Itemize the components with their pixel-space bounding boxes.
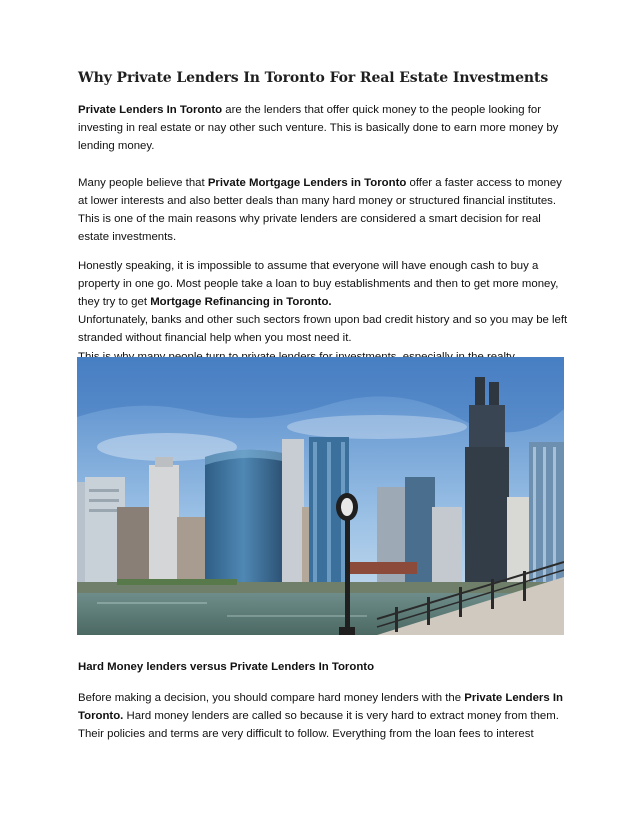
paragraph-text: Honestly speaking, it is impossible to assume that everyone will have enough cash to buy a property in one go. Most people take a loan to buy establishments and then to get more money, they try to get: [78, 260, 559, 308]
paragraph-honestly: [78, 257, 570, 347]
paragraph-text: Unfortunately, banks and other such sectors frown upon bad credit history and so you may be left stranded without financial help when you most need it.: [78, 314, 568, 344]
paragraph-text: are the lenders that offer quick money to the people looking for investing in real estate or nay other such venture. This is basically done to earn more money by lending money.: [78, 104, 559, 152]
paragraph-comparison: [78, 689, 570, 743]
paragraph-belief: [78, 174, 570, 246]
bold-term: Private Lenders In Toronto: [78, 104, 223, 116]
bold-term: Mortgage Refinancing in Toronto.: [150, 296, 332, 308]
paragraph-text: Many people believe that: [78, 177, 208, 189]
bold-term: Private Lenders In Toronto.: [78, 692, 563, 722]
document-title: Why Private Lenders In Toronto For Real Estate Investments: [78, 70, 549, 86]
paragraph-text: offer a faster access to money at lower interests and also better deals than many hard money or structured financial institutes. This is one of the main reasons why private lenders are considered a smart decision for real estate investments.: [78, 177, 562, 243]
bold-term: Private Mortgage Lenders in Toronto: [207, 177, 407, 189]
paragraph-text: Before making a decision, you should compare hard money lenders with the: [78, 692, 465, 704]
section-heading: Hard Money lenders versus Private Lenders In Toronto: [78, 661, 375, 673]
paragraph-intro: [78, 101, 570, 155]
city-skyline-photo: [77, 357, 564, 635]
paragraph-text: Hard money lenders are called so because it is very hard to extract money from them. Their policies and terms are very difficult to follow. Everything from the loan fees to interest: [78, 710, 559, 740]
